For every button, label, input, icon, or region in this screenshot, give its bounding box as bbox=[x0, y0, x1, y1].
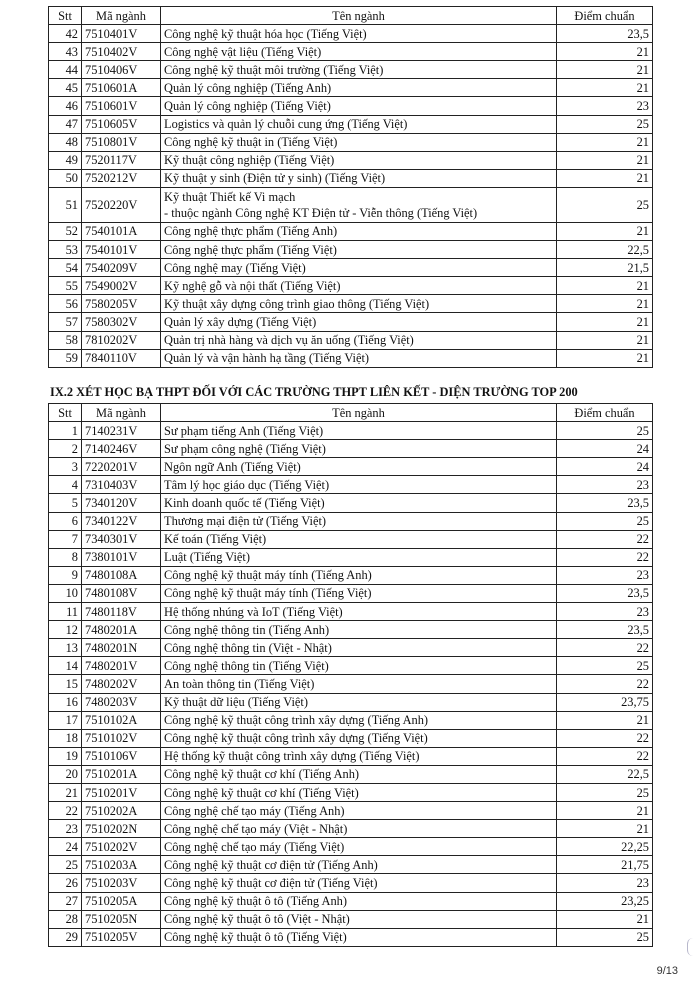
cell-diem-chuan: 23 bbox=[557, 874, 653, 892]
cell-ma-nganh: 7220201V bbox=[82, 458, 161, 476]
cell-ten-nganh: Công nghệ thông tin (Tiếng Anh) bbox=[161, 621, 557, 639]
cell-stt: 12 bbox=[49, 621, 82, 639]
cell-stt: 27 bbox=[49, 892, 82, 910]
cell-ten-nganh: Công nghệ may (Tiếng Việt) bbox=[161, 259, 557, 277]
cell-ten-nganh: Ngôn ngữ Anh (Tiếng Việt) bbox=[161, 458, 557, 476]
cell-ten-nganh: Hệ thống nhúng và IoT (Tiếng Việt) bbox=[161, 603, 557, 621]
cell-stt: 49 bbox=[49, 151, 82, 169]
cell-diem-chuan: 25 bbox=[557, 657, 653, 675]
cell-ma-nganh: 7520117V bbox=[82, 151, 161, 169]
cell-stt: 29 bbox=[49, 928, 82, 946]
cell-stt: 46 bbox=[49, 97, 82, 115]
cell-ma-nganh: 7549002V bbox=[82, 277, 161, 295]
cell-stt: 3 bbox=[49, 458, 82, 476]
cell-ten-nganh: Kỹ thuật xây dựng công trình giao thông (Tiếng Việt) bbox=[161, 295, 557, 313]
cell-ten-nganh: Kỹ nghệ gỗ và nội thất (Tiếng Việt) bbox=[161, 277, 557, 295]
table-row bbox=[49, 422, 653, 440]
cell-ten-nganh: Logistics và quản lý chuỗi cung ứng (Tiếng Việt) bbox=[161, 115, 557, 133]
cell-diem-chuan: 22,5 bbox=[557, 765, 653, 783]
header-ma-nganh: Mã ngành bbox=[82, 7, 161, 25]
table-row bbox=[49, 241, 653, 259]
cell-diem-chuan: 21 bbox=[557, 910, 653, 928]
cell-ma-nganh: 7580302V bbox=[82, 313, 161, 331]
cell-ma-nganh: 7510201V bbox=[82, 783, 161, 801]
cell-ten-nganh bbox=[161, 187, 557, 222]
cell-stt: 43 bbox=[49, 43, 82, 61]
cell-ma-nganh: 7510605V bbox=[82, 115, 161, 133]
cell-ten-nganh: Công nghệ thông tin (Việt - Nhật) bbox=[161, 639, 557, 657]
table-row bbox=[49, 747, 653, 765]
cell-ma-nganh: 7510601V bbox=[82, 97, 161, 115]
table-row bbox=[49, 892, 653, 910]
cell-stt: 23 bbox=[49, 820, 82, 838]
cell-diem-chuan: 21 bbox=[557, 331, 653, 349]
table-row bbox=[49, 169, 653, 187]
cell-ma-nganh: 7510205N bbox=[82, 910, 161, 928]
table-row bbox=[49, 874, 653, 892]
cell-ten-nganh: An toàn thông tin (Tiếng Việt) bbox=[161, 675, 557, 693]
cell-ma-nganh: 7840110V bbox=[82, 349, 161, 367]
cell-ma-nganh: 7310403V bbox=[82, 476, 161, 494]
cell-ten-nganh: Công nghệ thông tin (Tiếng Việt) bbox=[161, 657, 557, 675]
cell-ma-nganh: 7510202V bbox=[82, 838, 161, 856]
cell-ten-nganh: Thương mại điện tử (Tiếng Việt) bbox=[161, 512, 557, 530]
cell-diem-chuan: 25 bbox=[557, 187, 653, 222]
cell-ten-nganh: Công nghệ chế tạo máy (Tiếng Anh) bbox=[161, 802, 557, 820]
cell-ten-nganh: Công nghệ kỹ thuật ô tô (Việt - Nhật) bbox=[161, 910, 557, 928]
table-row bbox=[49, 910, 653, 928]
cell-diem-chuan: 21 bbox=[557, 151, 653, 169]
cell-ma-nganh: 7510102V bbox=[82, 729, 161, 747]
cell-diem-chuan: 21 bbox=[557, 820, 653, 838]
cell-stt: 7 bbox=[49, 530, 82, 548]
cell-stt: 5 bbox=[49, 494, 82, 512]
table-row bbox=[49, 621, 653, 639]
cell-ma-nganh: 7510205V bbox=[82, 928, 161, 946]
cell-ma-nganh: 7510106V bbox=[82, 747, 161, 765]
cell-ten-nganh: Công nghệ kỹ thuật công trình xây dựng (Tiếng Anh) bbox=[161, 711, 557, 729]
cell-stt: 15 bbox=[49, 675, 82, 693]
cell-stt: 8 bbox=[49, 548, 82, 566]
cell-diem-chuan: 22 bbox=[557, 548, 653, 566]
cell-ma-nganh: 7480201V bbox=[82, 657, 161, 675]
cell-ten-nganh: Công nghệ chế tạo máy (Tiếng Việt) bbox=[161, 838, 557, 856]
table-row bbox=[49, 25, 653, 43]
cell-diem-chuan: 25 bbox=[557, 115, 653, 133]
cell-ma-nganh: 7510201A bbox=[82, 765, 161, 783]
table-row bbox=[49, 494, 653, 512]
cell-stt: 45 bbox=[49, 79, 82, 97]
table-header-row bbox=[49, 7, 653, 25]
cell-stt: 17 bbox=[49, 711, 82, 729]
cell-ten-nganh: Công nghệ kỹ thuật cơ khí (Tiếng Anh) bbox=[161, 765, 557, 783]
header-ten-nganh: Tên ngành bbox=[161, 404, 557, 422]
cell-ma-nganh: 7480203V bbox=[82, 693, 161, 711]
cell-stt: 54 bbox=[49, 259, 82, 277]
cell-ma-nganh: 7510205A bbox=[82, 892, 161, 910]
table-row bbox=[49, 783, 653, 801]
table-row bbox=[49, 277, 653, 295]
cell-diem-chuan: 25 bbox=[557, 422, 653, 440]
cell-ten-nganh: Công nghệ kỹ thuật in (Tiếng Việt) bbox=[161, 133, 557, 151]
table-row bbox=[49, 639, 653, 657]
cell-stt: 44 bbox=[49, 61, 82, 79]
cell-stt: 13 bbox=[49, 639, 82, 657]
cell-ten-nganh: Sư phạm tiếng Anh (Tiếng Việt) bbox=[161, 422, 557, 440]
cell-diem-chuan: 23 bbox=[557, 97, 653, 115]
table-row bbox=[49, 476, 653, 494]
cell-diem-chuan: 21 bbox=[557, 295, 653, 313]
cell-diem-chuan: 23 bbox=[557, 603, 653, 621]
cell-diem-chuan: 22,25 bbox=[557, 838, 653, 856]
table-row bbox=[49, 675, 653, 693]
table-row bbox=[49, 765, 653, 783]
cell-ten-nganh: Công nghệ kỹ thuật hóa học (Tiếng Việt) bbox=[161, 25, 557, 43]
cell-stt: 21 bbox=[49, 783, 82, 801]
cell-ten-nganh: Kỹ thuật y sinh (Điện tử y sinh) (Tiếng Việt) bbox=[161, 169, 557, 187]
table-row bbox=[49, 458, 653, 476]
cell-diem-chuan: 24 bbox=[557, 440, 653, 458]
table-row bbox=[49, 222, 653, 240]
cell-ma-nganh: 7510401V bbox=[82, 25, 161, 43]
cell-ma-nganh: 7510202A bbox=[82, 802, 161, 820]
cell-ma-nganh: 7480118V bbox=[82, 603, 161, 621]
cell-ten-nganh-line2: - thuộc ngành Công nghệ KT Điện tử - Viễn thông (Tiếng Việt) bbox=[164, 205, 478, 220]
cell-diem-chuan: 23,5 bbox=[557, 621, 653, 639]
table-row bbox=[49, 657, 653, 675]
cell-ma-nganh: 7510402V bbox=[82, 43, 161, 61]
cell-ten-nganh: Luật (Tiếng Việt) bbox=[161, 548, 557, 566]
cell-diem-chuan: 25 bbox=[557, 928, 653, 946]
table-row bbox=[49, 530, 653, 548]
cell-stt: 48 bbox=[49, 133, 82, 151]
cell-ten-nganh: Công nghệ kỹ thuật công trình xây dựng (Tiếng Việt) bbox=[161, 729, 557, 747]
cell-ten-nganh: Công nghệ kỹ thuật môi trường (Tiếng Việt) bbox=[161, 61, 557, 79]
header-stt: Stt bbox=[49, 7, 82, 25]
table-row bbox=[49, 711, 653, 729]
cell-stt: 55 bbox=[49, 277, 82, 295]
table-row bbox=[49, 115, 653, 133]
table-row bbox=[49, 259, 653, 277]
cell-ten-nganh: Công nghệ kỹ thuật cơ điện tử (Tiếng Việt) bbox=[161, 874, 557, 892]
cell-diem-chuan: 21 bbox=[557, 61, 653, 79]
header-diem-chuan: Điểm chuẩn bbox=[557, 7, 653, 25]
cell-ten-nganh: Công nghệ kỹ thuật cơ khí (Tiếng Việt) bbox=[161, 783, 557, 801]
admission-scores-table-2 bbox=[48, 403, 653, 947]
cell-ma-nganh: 7340120V bbox=[82, 494, 161, 512]
cell-diem-chuan: 23 bbox=[557, 566, 653, 584]
cell-stt: 24 bbox=[49, 838, 82, 856]
cell-diem-chuan: 22 bbox=[557, 747, 653, 765]
cell-ma-nganh: 7380101V bbox=[82, 548, 161, 566]
cell-ma-nganh: 7540101A bbox=[82, 222, 161, 240]
cell-diem-chuan: 21,75 bbox=[557, 856, 653, 874]
cell-diem-chuan: 22 bbox=[557, 675, 653, 693]
cell-stt: 20 bbox=[49, 765, 82, 783]
cell-ma-nganh: 7510406V bbox=[82, 61, 161, 79]
table-row bbox=[49, 295, 653, 313]
table-body bbox=[49, 25, 653, 368]
section-title: IX.2 XÉT HỌC BẠ THPT ĐỐI VỚI CÁC TRƯỜNG THPT LIÊN KẾT - DIỆN TRƯỜNG TOP 200 bbox=[50, 385, 578, 399]
cell-ma-nganh: 7340122V bbox=[82, 512, 161, 530]
cell-diem-chuan: 23,5 bbox=[557, 584, 653, 602]
cell-diem-chuan: 21 bbox=[557, 79, 653, 97]
header-ten-nganh: Tên ngành bbox=[161, 7, 557, 25]
cell-stt: 28 bbox=[49, 910, 82, 928]
cell-ten-nganh: Kỹ thuật dữ liệu (Tiếng Việt) bbox=[161, 693, 557, 711]
cell-stt: 18 bbox=[49, 729, 82, 747]
cell-ten-nganh: Kế toán (Tiếng Việt) bbox=[161, 530, 557, 548]
cell-ten-nganh: Tâm lý học giáo dục (Tiếng Việt) bbox=[161, 476, 557, 494]
cell-stt: 59 bbox=[49, 349, 82, 367]
table-row bbox=[49, 693, 653, 711]
cell-ten-nganh: Công nghệ kỹ thuật máy tính (Tiếng Anh) bbox=[161, 566, 557, 584]
table-row bbox=[49, 79, 653, 97]
cell-diem-chuan: 22 bbox=[557, 729, 653, 747]
cell-diem-chuan: 21 bbox=[557, 43, 653, 61]
table-row bbox=[49, 349, 653, 367]
table-row bbox=[49, 729, 653, 747]
cell-stt: 6 bbox=[49, 512, 82, 530]
cell-stt: 11 bbox=[49, 603, 82, 621]
cell-diem-chuan: 25 bbox=[557, 512, 653, 530]
cell-stt: 56 bbox=[49, 295, 82, 313]
cell-ma-nganh: 7480108V bbox=[82, 584, 161, 602]
cell-ma-nganh: 7540101V bbox=[82, 241, 161, 259]
table-row bbox=[49, 440, 653, 458]
table-row bbox=[49, 856, 653, 874]
cell-stt: 2 bbox=[49, 440, 82, 458]
cell-ten-nganh: Công nghệ chế tạo máy (Việt - Nhật) bbox=[161, 820, 557, 838]
header-ma-nganh: Mã ngành bbox=[82, 404, 161, 422]
cell-diem-chuan: 24 bbox=[557, 458, 653, 476]
cell-stt: 1 bbox=[49, 422, 82, 440]
cell-diem-chuan: 21,5 bbox=[557, 259, 653, 277]
cell-stt: 26 bbox=[49, 874, 82, 892]
cell-ten-nganh: Công nghệ thực phẩm (Tiếng Việt) bbox=[161, 241, 557, 259]
cell-stt: 42 bbox=[49, 25, 82, 43]
cell-diem-chuan: 21 bbox=[557, 133, 653, 151]
table-row bbox=[49, 331, 653, 349]
cell-ten-nganh: Quản lý xây dựng (Tiếng Việt) bbox=[161, 313, 557, 331]
cell-stt: 9 bbox=[49, 566, 82, 584]
cell-stt: 58 bbox=[49, 331, 82, 349]
cell-stt: 50 bbox=[49, 169, 82, 187]
cell-diem-chuan: 23,75 bbox=[557, 693, 653, 711]
cell-stt: 53 bbox=[49, 241, 82, 259]
cell-ten-nganh: Sư phạm công nghệ (Tiếng Việt) bbox=[161, 440, 557, 458]
table-row bbox=[49, 928, 653, 946]
cell-ma-nganh: 7140231V bbox=[82, 422, 161, 440]
table-row bbox=[49, 313, 653, 331]
cell-stt: 19 bbox=[49, 747, 82, 765]
cell-diem-chuan: 21 bbox=[557, 222, 653, 240]
cell-ma-nganh: 7540209V bbox=[82, 259, 161, 277]
cell-ma-nganh: 7480201N bbox=[82, 639, 161, 657]
cell-ma-nganh: 7520212V bbox=[82, 169, 161, 187]
table-row bbox=[49, 603, 653, 621]
table-row bbox=[49, 802, 653, 820]
header-stt: Stt bbox=[49, 404, 82, 422]
cell-stt: 4 bbox=[49, 476, 82, 494]
cell-ma-nganh: 7510203A bbox=[82, 856, 161, 874]
cell-stt: 16 bbox=[49, 693, 82, 711]
cell-stt: 14 bbox=[49, 657, 82, 675]
cell-ma-nganh: 7580205V bbox=[82, 295, 161, 313]
cell-ma-nganh: 7480108A bbox=[82, 566, 161, 584]
cell-ten-nganh: Công nghệ kỹ thuật cơ điện tử (Tiếng Anh) bbox=[161, 856, 557, 874]
cell-diem-chuan: 25 bbox=[557, 783, 653, 801]
table-header-row bbox=[49, 404, 653, 422]
cell-ma-nganh: 7480202V bbox=[82, 675, 161, 693]
cell-ten-nganh: Công nghệ vật liệu (Tiếng Việt) bbox=[161, 43, 557, 61]
cell-diem-chuan: 22 bbox=[557, 639, 653, 657]
admission-scores-table-1 bbox=[48, 6, 653, 368]
table-row bbox=[49, 43, 653, 61]
cell-ten-nganh: Quản trị nhà hàng và dịch vụ ăn uống (Tiếng Việt) bbox=[161, 331, 557, 349]
cell-ma-nganh: 7340301V bbox=[82, 530, 161, 548]
cell-stt: 51 bbox=[49, 187, 82, 222]
cell-stt: 25 bbox=[49, 856, 82, 874]
cell-ten-nganh: Công nghệ kỹ thuật máy tính (Tiếng Việt) bbox=[161, 584, 557, 602]
cell-ten-nganh: Công nghệ thực phẩm (Tiếng Anh) bbox=[161, 222, 557, 240]
cell-ten-nganh: Quản lý và vận hành hạ tầng (Tiếng Việt) bbox=[161, 349, 557, 367]
cell-stt: 47 bbox=[49, 115, 82, 133]
table-row bbox=[49, 820, 653, 838]
table-row bbox=[49, 548, 653, 566]
cell-diem-chuan: 23 bbox=[557, 476, 653, 494]
cell-stt: 10 bbox=[49, 584, 82, 602]
cell-diem-chuan: 21 bbox=[557, 313, 653, 331]
cell-ten-nganh: Quản lý công nghiệp (Tiếng Anh) bbox=[161, 79, 557, 97]
cell-ma-nganh: 7510203V bbox=[82, 874, 161, 892]
cell-ten-nganh: Công nghệ kỹ thuật ô tô (Tiếng Việt) bbox=[161, 928, 557, 946]
cell-diem-chuan: 21 bbox=[557, 169, 653, 187]
cell-ma-nganh: 7510102A bbox=[82, 711, 161, 729]
cell-diem-chuan: 21 bbox=[557, 802, 653, 820]
table-row bbox=[49, 97, 653, 115]
table-body bbox=[49, 422, 653, 947]
cell-ten-nganh: Công nghệ kỹ thuật ô tô (Tiếng Anh) bbox=[161, 892, 557, 910]
cell-ma-nganh: 7510801V bbox=[82, 133, 161, 151]
cell-ten-nganh: Hệ thống kỹ thuật công trình xây dựng (Tiếng Việt) bbox=[161, 747, 557, 765]
cell-ma-nganh: 7510601A bbox=[82, 79, 161, 97]
cell-ten-nganh: Kinh doanh quốc tế (Tiếng Việt) bbox=[161, 494, 557, 512]
cell-diem-chuan: 21 bbox=[557, 711, 653, 729]
cell-diem-chuan: 22,5 bbox=[557, 241, 653, 259]
cell-diem-chuan: 21 bbox=[557, 349, 653, 367]
table-row bbox=[49, 838, 653, 856]
table-row bbox=[49, 133, 653, 151]
cell-diem-chuan: 23,5 bbox=[557, 25, 653, 43]
table-row bbox=[49, 187, 653, 222]
cell-stt: 22 bbox=[49, 802, 82, 820]
cell-ten-nganh: Kỹ thuật công nghiệp (Tiếng Việt) bbox=[161, 151, 557, 169]
margin-pen-mark bbox=[687, 938, 696, 956]
cell-diem-chuan: 23,25 bbox=[557, 892, 653, 910]
cell-diem-chuan: 21 bbox=[557, 277, 653, 295]
cell-ma-nganh: 7510202N bbox=[82, 820, 161, 838]
cell-ma-nganh: 7140246V bbox=[82, 440, 161, 458]
cell-diem-chuan: 23,5 bbox=[557, 494, 653, 512]
table-row bbox=[49, 61, 653, 79]
table-row bbox=[49, 512, 653, 530]
header-diem-chuan: Điểm chuẩn bbox=[557, 404, 653, 422]
cell-stt: 52 bbox=[49, 222, 82, 240]
table-row bbox=[49, 584, 653, 602]
cell-ma-nganh: 7520220V bbox=[82, 187, 161, 222]
cell-stt: 57 bbox=[49, 313, 82, 331]
table-row bbox=[49, 566, 653, 584]
cell-ma-nganh: 7810202V bbox=[82, 331, 161, 349]
cell-ma-nganh: 7480201A bbox=[82, 621, 161, 639]
cell-diem-chuan: 22 bbox=[557, 530, 653, 548]
cell-ten-nganh-line1: Kỹ thuật Thiết kế Vi mạch bbox=[164, 189, 296, 204]
cell-ten-nganh: Quản lý công nghiệp (Tiếng Việt) bbox=[161, 97, 557, 115]
table-row bbox=[49, 151, 653, 169]
page-number: 9/13 bbox=[656, 965, 678, 977]
